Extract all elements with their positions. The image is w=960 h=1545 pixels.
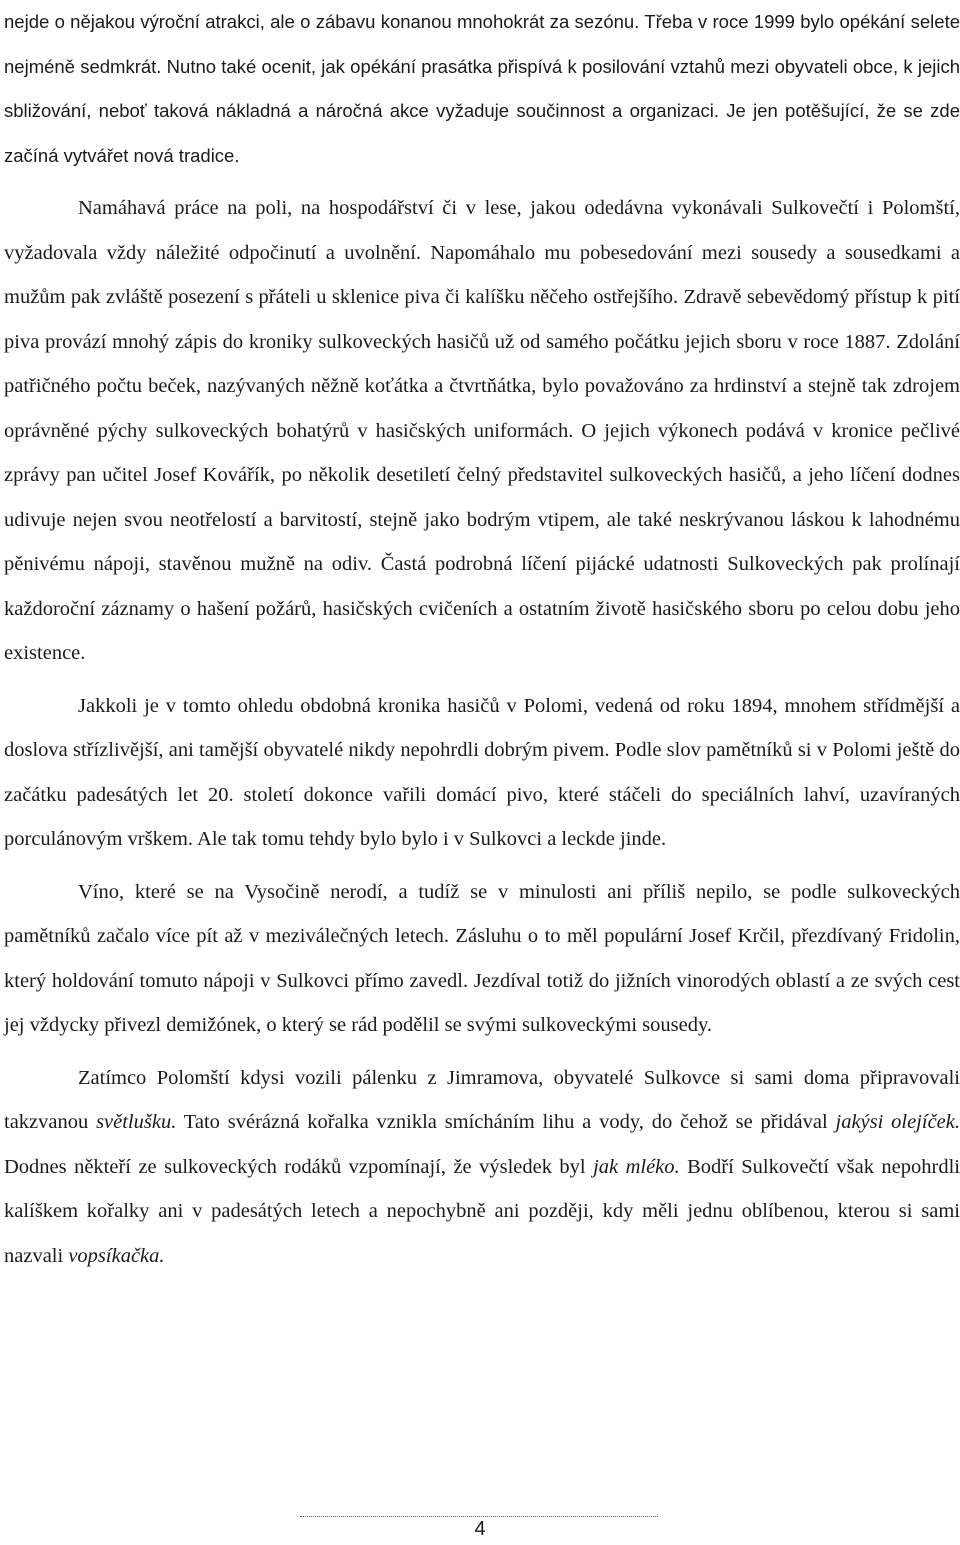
paragraph [4, 684, 960, 862]
paragraph [4, 186, 960, 676]
text-segment: Dodnes někteří ze sulkoveckých rodáků vzpomínají, že výsledek byl [4, 1155, 594, 1178]
emphasized-text: jak mléko. [593, 1155, 680, 1178]
footer-dotted-rule [300, 1516, 658, 1517]
document-page [4, 0, 960, 1278]
text-segment: Namáhavá práce na poli, na hospodářství či v lese, jakou odedávna vykonávali Sulkovečtí i Polomští, vyžadovala vždy náležité odpočinutí a uvolnění. [4, 197, 960, 264]
text-segment: Jakkoli je v tomto ohledu obdobná kronika hasičů v Polomi, vedená od roku 1894, mnohem střídmější a doslova střízlivější, ani tamější obyvatelé nikdy nepohrdli dobrým pivem. Podle slov pamětníků si v Polomi ještě do začátku padesátých let 20. století dokonce vařili domácí pivo, které stáčeli do speciálních lahví, uzavíraných porculánovým vrškem. Ale tak tomu tehdy bylo bylo i v Sulkovci a leckde jinde. [4, 694, 960, 850]
paragraph-gap [4, 676, 960, 684]
paragraph [4, 0, 960, 178]
text-segment: Bodří Sulkovečtí však nepohrdli kalíškem kořalky ani v padesátých letech a nepochybně ani později, kdy měli jednu oblíbenou, kterou si sami nazvali [4, 1155, 960, 1267]
paragraph-gap [4, 1048, 960, 1056]
text-segment: Víno, které se na Vysočině nerodí, a tudíž se v minulosti ani příliš nepilo, se podle sulkoveckých pamětníků začalo více pít až v meziválečných letech. Zásluhu o to měl populární Josef Krčil, přezdívaný Fridolin, který holdování tomuto nápoji v Sulkovci přímo zavedl. Jezdíval totiž do jižních vinorodých oblastí a ze svých cest jej vždycky přivezl demižónek, o který se rád podělil se svými sulkoveckými sousedy. [4, 880, 960, 1036]
text-segment: Tato svérázná kořalka vznikla smícháním lihu a vody, do čehož se přidával [176, 1111, 836, 1133]
paragraph [4, 1056, 960, 1279]
text-segment: Napomáhalo mu pobesedování mezi sousedy a sousedkami a mužům pak zvláště posezení s přáteli u sklenice piva či kalíšku něčeho ostřejšího. Zdravě sebevědomý přístup k pití piva provází mnohý zápis do kroniky sulkoveckých hasičů už od samého počátku jejich sboru v roce 1887. Zdolání patřičného počtu beček, nazývaných něžně koťátka a čtvrtňátka, bylo považováno za hrdinství a stejně tak zdrojem oprávněné pýchy sulkoveckých bohatýrů v hasičských uniformách. O jejich výkonech podává v kronice pečlivé zprávy pan učitel Josef Kovářík, po několik desetiletí čelný představitel sulkoveckých hasičů, a jeho líčení dodnes udivuje nejen svou neotřelostí a barvitostí, stejně jako bodrým vtipem, ale také neskrývanou láskou k lahodnému pěnivému nápoji, stavěnou mužně na odiv. Častá podrobná líčení pijácké udatnosti Sulkoveckých pak prolínají každoroční záznamy o hašení požárů, hasičských cvičeních a ostatním životě hasičského sboru po celou dobu jeho existence. [4, 241, 960, 664]
emphasized-text: jakýsi olejíček. [835, 1111, 960, 1133]
document-body [4, 0, 960, 1278]
paragraph [4, 870, 960, 1048]
emphasized-text: vopsíkačka. [68, 1244, 165, 1267]
page-number: 4 [474, 1518, 486, 1540]
paragraph-gap [4, 178, 960, 186]
paragraph-gap [4, 862, 960, 870]
text-segment: nejde o nějakou výroční atrakci, ale o zábavu konanou mnohokrát za sezónu. Třeba v roce 1999 bylo opékání selete nejméně sedmkrát. Nutno také ocenit, jak opékání prasátka přispívá k posilování vztahů mezi obyvateli obce, k jejich sbližování, neboť taková nákladná a náročná akce vyžaduje součinnost a organizaci. [4, 11, 960, 121]
text-segment: Je jen potěšující, že se zde začíná vytvářet nová tradice. [4, 100, 960, 166]
text-segment: Zatímco Polomští kdysi vozili pálenku z Jimramova, obyvatelé Sulkovce si sami doma připravovali takzvanou [4, 1066, 960, 1133]
emphasized-text: světlušku. [96, 1111, 177, 1133]
